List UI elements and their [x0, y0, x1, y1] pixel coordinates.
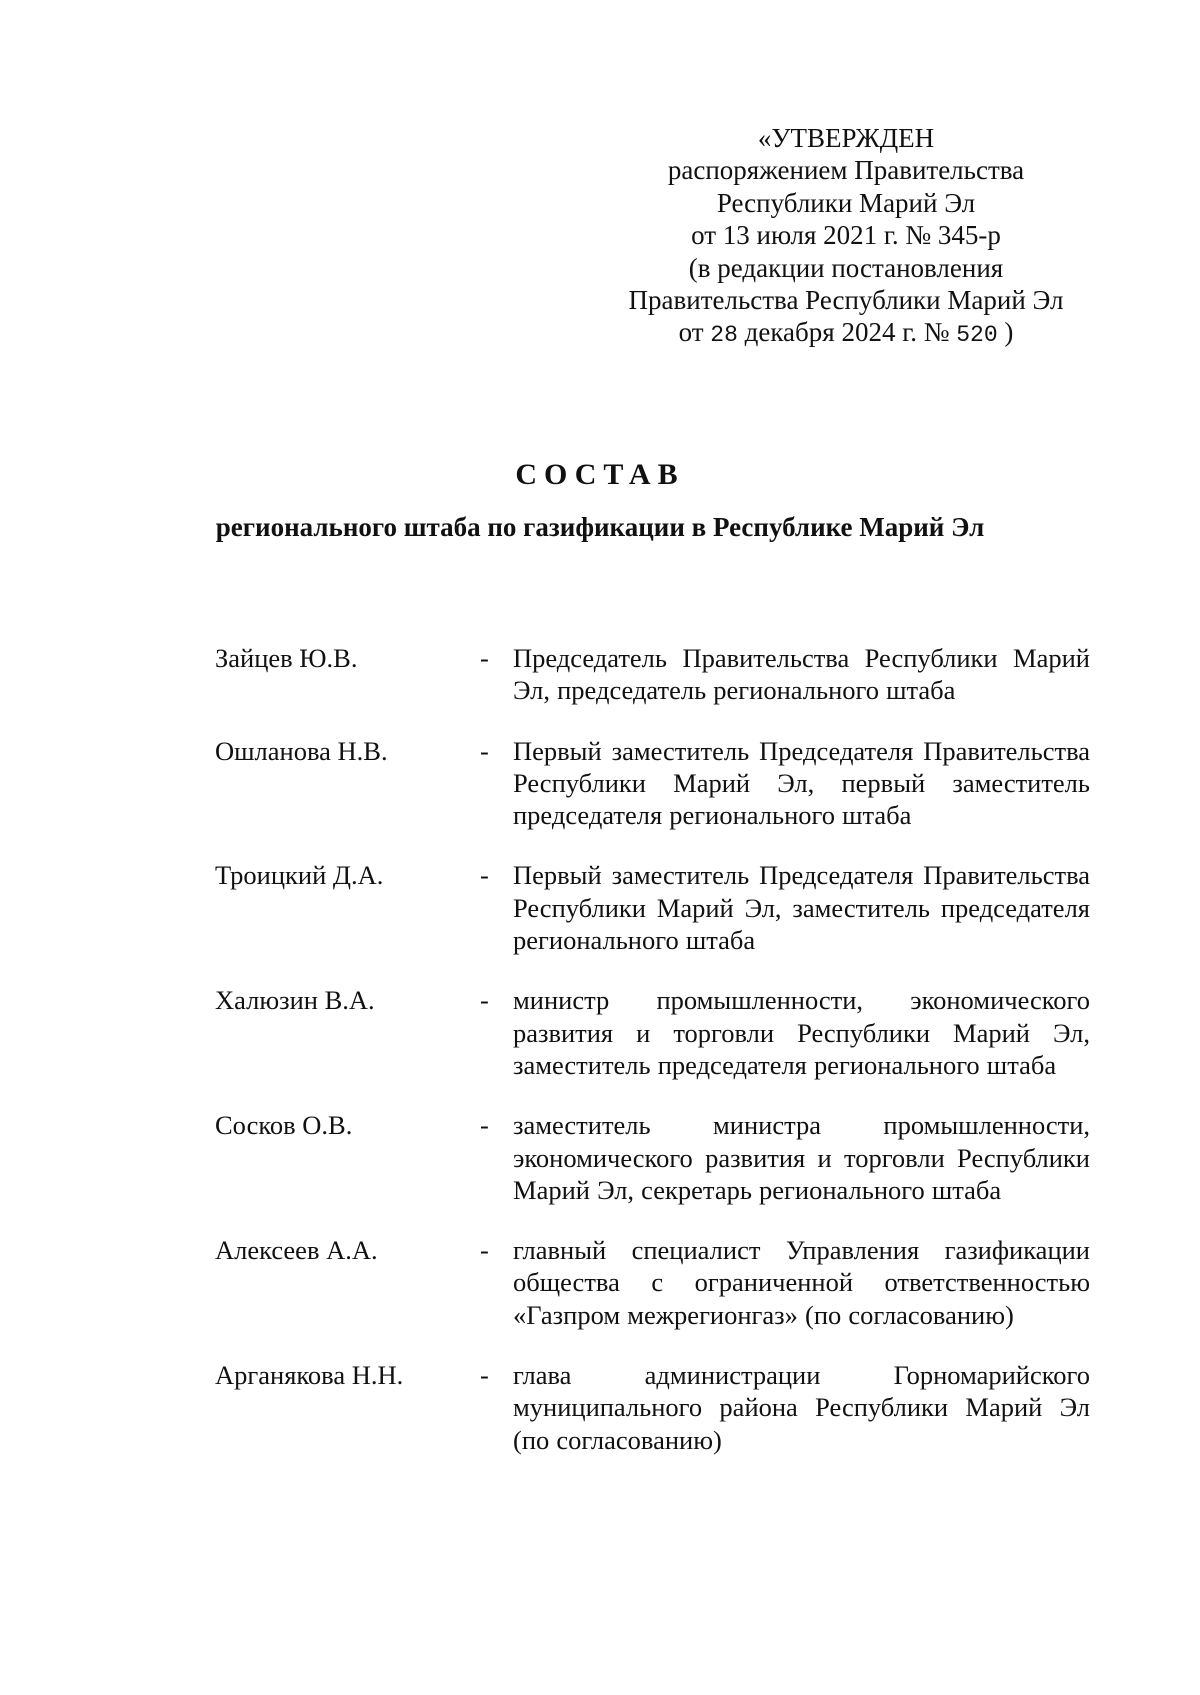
approval-line: от 13 июля 2021 г. № 345-р	[691, 220, 1001, 251]
date-close: )	[1004, 317, 1014, 348]
member-row	[215, 642, 1090, 707]
member-name: Алексеев А.А.	[215, 1235, 378, 1266]
approval-line: распоряжением Правительства	[667, 155, 1025, 186]
member-name: Зайцев Ю.В.	[215, 643, 358, 673]
member-dash: -	[480, 1360, 489, 1391]
member-role: заместитель министра промышленности, экономического развития и торговли Республики Марий Эл, секретарь регионального штаба	[513, 1110, 1090, 1205]
member-row	[215, 735, 1090, 832]
approval-stamp	[600, 122, 1092, 352]
member-name: Троицкий Д.А.	[215, 860, 384, 891]
member-role: Первый заместитель Председателя Правительства Республики Марий Эл, заместитель председателя регионального штаба	[513, 860, 1090, 956]
member-role: Председатель Правительства Республики Марий Эл, председатель регионального штаба	[513, 643, 1090, 706]
member-dash: -	[480, 1235, 489, 1266]
member-dash: -	[480, 1110, 489, 1141]
date-prefix: от	[678, 317, 704, 348]
member-row	[215, 859, 1090, 956]
member-role: Первый заместитель Председателя Правительства Республики Марий Эл, первый заместитель председателя регионального штаба	[513, 735, 1090, 831]
document-subtitle: регионального штаба по газификации в Республике Марий Эл	[215, 512, 985, 542]
date-middle: декабря 2024 г. №	[744, 317, 950, 348]
member-row	[215, 1234, 1090, 1331]
member-role: министр промышленности, экономического развития и торговли Республики Марий Эл, заместитель председателя регионального штаба	[513, 985, 1090, 1080]
members-list	[215, 642, 1090, 1484]
member-dash: -	[480, 985, 489, 1016]
approval-line: (в редакции постановления	[688, 252, 1004, 283]
member-dash: -	[480, 735, 489, 766]
member-role: главный специалист Управления газификации общества с ограниченной ответственностью «Газпром межрегионгаз» (по согласованию)	[513, 1235, 1090, 1330]
member-name: Халюзин В.А.	[215, 985, 375, 1016]
member-row	[215, 1109, 1090, 1206]
document-title: СОСТАВ	[515, 458, 685, 491]
document-number: 520	[956, 322, 998, 349]
member-dash: -	[480, 860, 489, 891]
member-role: глава администрации Горномарийского муниципального района Республики Марий Эл (по согласованию)	[513, 1360, 1090, 1455]
approval-date-line	[600, 316, 1092, 351]
member-row	[215, 1359, 1090, 1456]
date-day: 28	[710, 322, 738, 349]
member-name: Сосков О.В.	[215, 1110, 353, 1141]
member-name: Арганякова Н.Н.	[215, 1360, 404, 1391]
member-row	[215, 984, 1090, 1081]
approval-heading: «УТВЕРЖДЕН	[757, 123, 935, 153]
approval-line: Правительства Республики Марий Эл	[628, 285, 1064, 316]
member-dash: -	[480, 643, 489, 673]
member-name: Ошланова Н.В.	[215, 735, 388, 766]
approval-line: Республики Марий Эл	[716, 187, 976, 218]
